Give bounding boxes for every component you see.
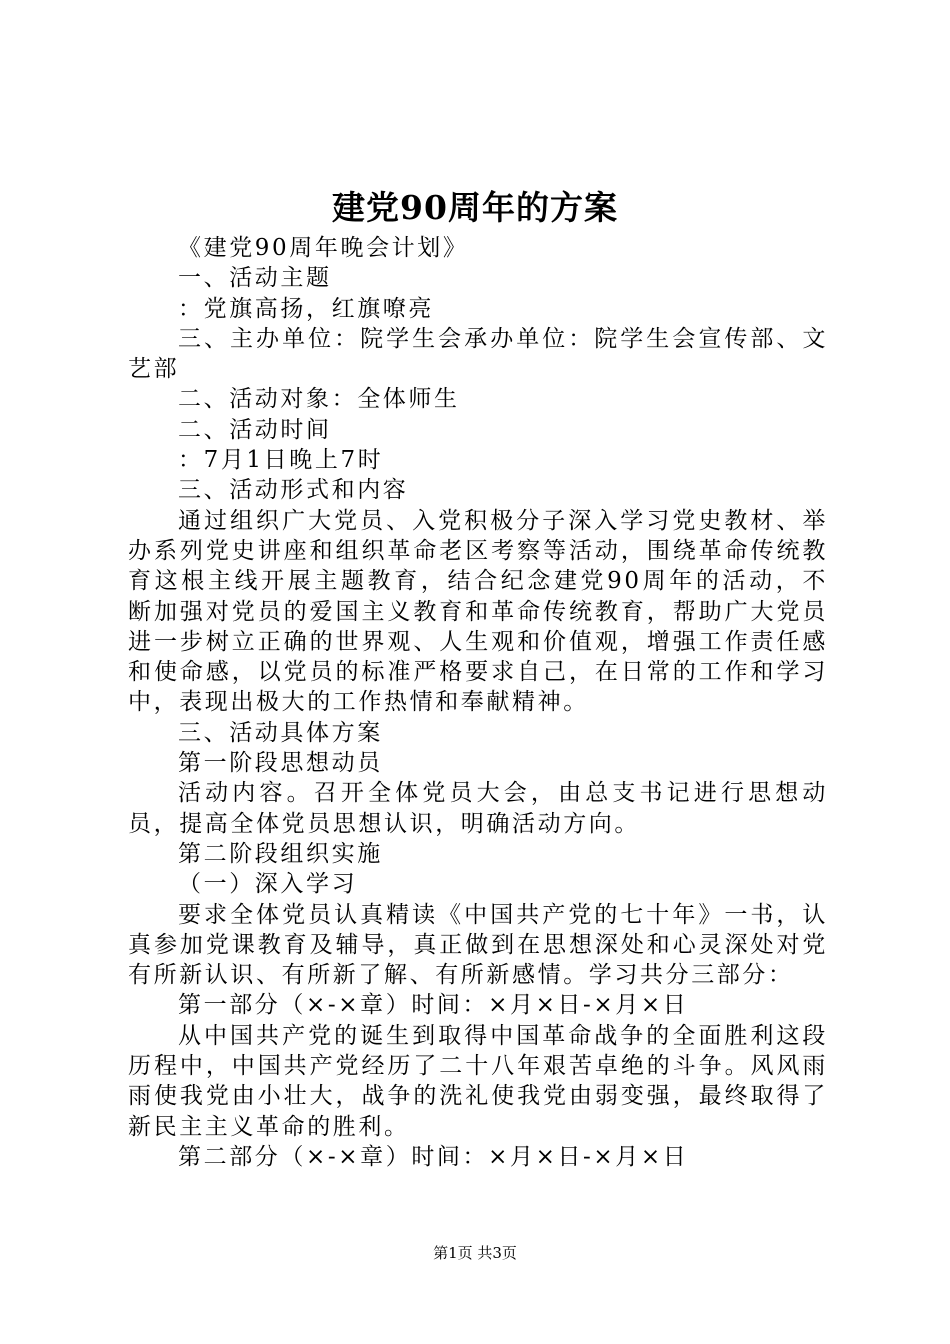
paragraph: 第一阶段思想动员 [178, 750, 383, 777]
paragraph: 三、活动具体方案 [178, 719, 383, 746]
document-body [128, 233, 828, 1172]
paragraph: 第二部分（×-×章）时间：×月×日-×月×日 [178, 1143, 689, 1170]
paragraph: 《建党90周年晚会计划》 [178, 235, 469, 261]
page-number-footer: 第1页 共3页 [433, 1244, 517, 1262]
paragraph: 三、主办单位：院学生会承办单位：院学生会宣传部、文艺部 [128, 325, 828, 383]
paragraph: 二、活动对象：全体师生 [178, 386, 460, 413]
paragraph: ：7月1日晚上7时 [178, 447, 384, 474]
paragraph: 要求全体党员认真精读《中国共产党的七十年》一书，认真参加党课教育及辅导，真正做到在思想深处和心灵深处对党有所新认识、有所新了解、有所新感情。学习共分三部分： [128, 901, 828, 989]
paragraph: 二、活动时间 [178, 416, 332, 443]
paragraph: 从中国共产党的诞生到取得中国革命战争的全面胜利这段历程中，中国共产党经历了二十八年艰苦卓绝的斗争。风风雨雨使我党由小壮大，战争的洗礼使我党由弱变强，最终取得了新民主主义革命的胜利。 [128, 1022, 828, 1140]
paragraph: 通过组织广大党员、入党积极分子深入学习党史教材、举办系列党史讲座和组织革命老区考察等活动，围绕革命传统教育这根主线开展主题教育，结合纪念建党90周年的活动，不断加强对党员的爱国主义教育和革命传统教育，帮助广大党员进一步树立正确的世界观、人生观和价值观，增强工作责任感和使命感，以党员的标准严格要求自己，在日常的工作和学习中，表现出极大的工作热情和奉献精神。 [128, 507, 828, 716]
paragraph: 一、活动主题 [178, 265, 332, 292]
document-title: 建党90周年的方案 [332, 188, 618, 227]
paragraph: 第一部分（×-×章）时间：×月×日-×月×日 [178, 992, 689, 1019]
paragraph: 三、活动形式和内容 [178, 477, 409, 504]
paragraph: ：党旗高扬，红旗嘹亮 [178, 295, 434, 322]
paragraph: （一）深入学习 [178, 871, 358, 898]
paragraph: 活动内容。召开全体党员大会，由总支书记进行思想动员，提高全体党员思想认识，明确活动方向。 [128, 780, 828, 837]
paragraph: 第二阶段组织实施 [178, 840, 383, 867]
